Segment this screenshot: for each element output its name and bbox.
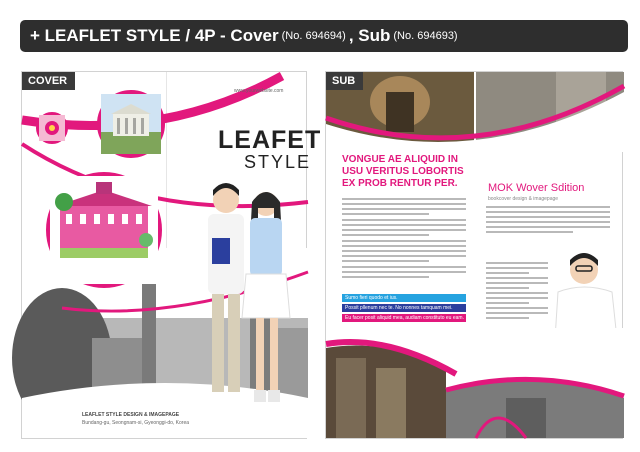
body-text-block [342, 198, 466, 281]
side-title: MOK Wover Sdition [488, 182, 585, 194]
highlight-line: Sumo fieri quodo et ius. [342, 294, 466, 302]
highlight-line: Eu facer posit aliquid mea, audiam constituto eu eam. [342, 314, 466, 322]
building-circle-photo [97, 90, 165, 158]
cover-url: www.yourwebsite.com [234, 88, 284, 94]
banner-title: + LEAFLET STYLE / 4P - Cover [30, 26, 279, 45]
side-text-block [486, 206, 610, 236]
cover-tag: COVER [22, 72, 75, 90]
banner-sub-number: (No. 694693) [393, 30, 458, 42]
flower-circle-photo [36, 112, 68, 144]
palace-circle-photo [46, 172, 162, 288]
sub-headline: VONGUE AE ALIQUID IN USU VERITUS LOBORTIS EX PROB RENTUR PER. [342, 154, 464, 189]
cover-preview [21, 71, 322, 439]
street-photo [326, 328, 624, 438]
cover-title: LEAFET [218, 126, 322, 154]
highlight-line: Possit pllenum nec te. No nonnes tamquam mei. [342, 304, 466, 312]
banner-cover-number: (No. 694694) [281, 30, 346, 42]
students-photo [182, 178, 302, 424]
title-banner [20, 20, 628, 52]
banner-separator: , Sub [348, 26, 391, 45]
interior-photo [326, 72, 624, 152]
sub-tag: SUB [326, 72, 363, 90]
cover-subtitle: STYLE [244, 152, 312, 172]
cover-address: Bundang-gu, Seongnam-si, Gyeonggi-do, Korea [82, 420, 190, 426]
sub-preview [325, 71, 623, 439]
cover-credit: LEAFLET STYLE DESIGN & IMAGEPAGE [82, 412, 180, 418]
side-subtitle: bookcover design & imagepage [488, 196, 559, 202]
